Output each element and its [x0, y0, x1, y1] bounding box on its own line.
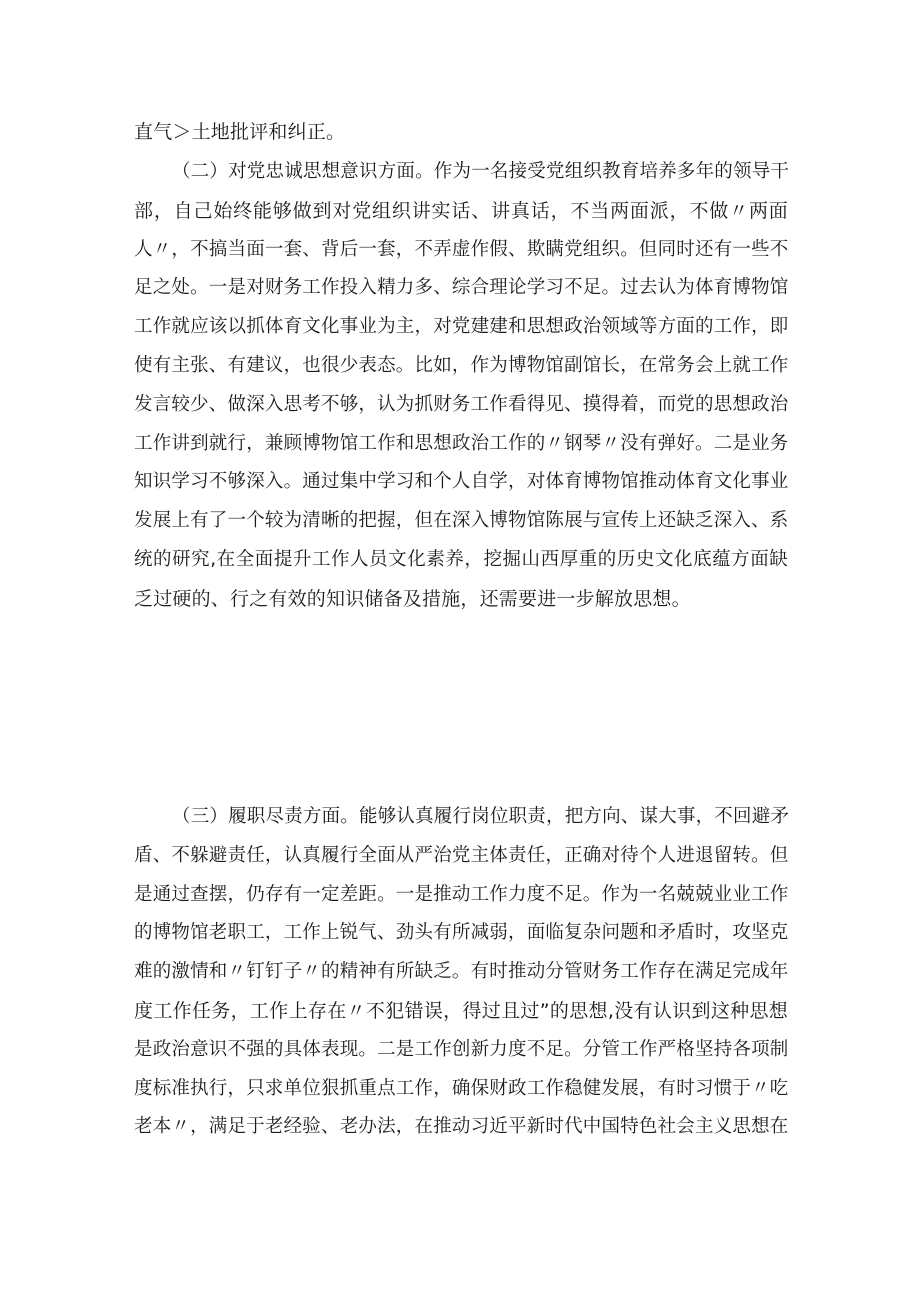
text-line: 使有主张、有建议，也很少表态。比如，作为博物馆副馆长，在常务会上就工作 — [134, 354, 789, 376]
text-line: 的博物馆老职工，工作上锐气、劲头有所减弱，面临复杂问题和矛盾时，攻坚克 — [134, 922, 789, 944]
paragraph-party-loyalty — [134, 153, 788, 619]
text-line: 发展上有了一个较为清晰的把握，但在深入博物馆陈展与宣传上还缺乏深入、系 — [134, 510, 789, 532]
text-line: 乏过硬的、行之有效的知识储备及措施，还需要进一步解放思想。 — [134, 587, 691, 610]
text-line: 人〃，不搞当面一套、背后一套，不弄虚作假、欺瞒党组织。但同时还有一些不 — [134, 238, 789, 260]
paragraph-duty-performance — [134, 798, 788, 1147]
text-line: 难的激情和〃钉钉子〃的精神有所缺乏。有时推动分管财务工作存在满足完成年 — [134, 961, 789, 983]
text-line: 发言较少、做深入思考不够，认为抓财务工作看得见、摸得着，而党的思想政治 — [134, 393, 789, 415]
text-line: 足之处。一是对财务工作投入精力多、综合理论学习不足。过去认为体育博物馆 — [134, 277, 789, 299]
text-line: 统的研究,在全面提升工作人员文化素养，挖掘山西厚重的历史文化底蕴方面缺 — [134, 548, 788, 570]
paragraph-continuation — [134, 113, 788, 152]
text-line: 工作就应该以抓体育文化事业为主，对党建建和思想政治领域等方面的工作，即 — [134, 316, 789, 338]
text-line: 盾、不躲避责任，认真履行全面从严治党主体责任，正确对待个人进退留转。但 — [134, 844, 789, 866]
text-line: 是通过查摆，仍存有一定差距。一是推动工作力度不足。作为一名兢兢业业工作 — [134, 883, 789, 905]
text-line: （三）履职尽责方面。能够认真履行岗位职责，把方向、谋大事，不回避矛 — [172, 806, 790, 827]
text-line: （二）对党忠诚思想意识方面。作为一名接受党组织教育培养多年的领导干 — [172, 161, 790, 182]
text-line: 老本〃，满足于老经验、老办法，在推动习近平新时代中国特色社会主义思想在 — [134, 1116, 789, 1138]
text-line: 是政治意识不强的具体表现。二是工作创新力度不足。分管工作严格坚持各项制 — [134, 1038, 789, 1060]
text-line: 知识学习不够深入。通过集中学习和个人自学，对体育博物馆推动体育文化事业 — [134, 471, 789, 493]
text-line: 工作讲到就行，兼顾博物馆工作和思想政治工作的〃钢琴〃没有弹好。二是业务 — [134, 432, 789, 454]
text-line: 度标准执行，只求单位狠抓重点工作，确保财政工作稳健发展，有时习惯于〃吃 — [134, 1077, 789, 1099]
text-line: 直气＞土地批评和纠正。 — [134, 121, 346, 143]
text-line: 部，自己始终能够做到对党组织讲实话、讲真话，不当两面派，不做〃两面 — [134, 199, 788, 222]
text-line: 度工作任务，工作上存在〃不犯错误，得过且过”的思想,没有认识到这种思想 — [134, 999, 788, 1022]
